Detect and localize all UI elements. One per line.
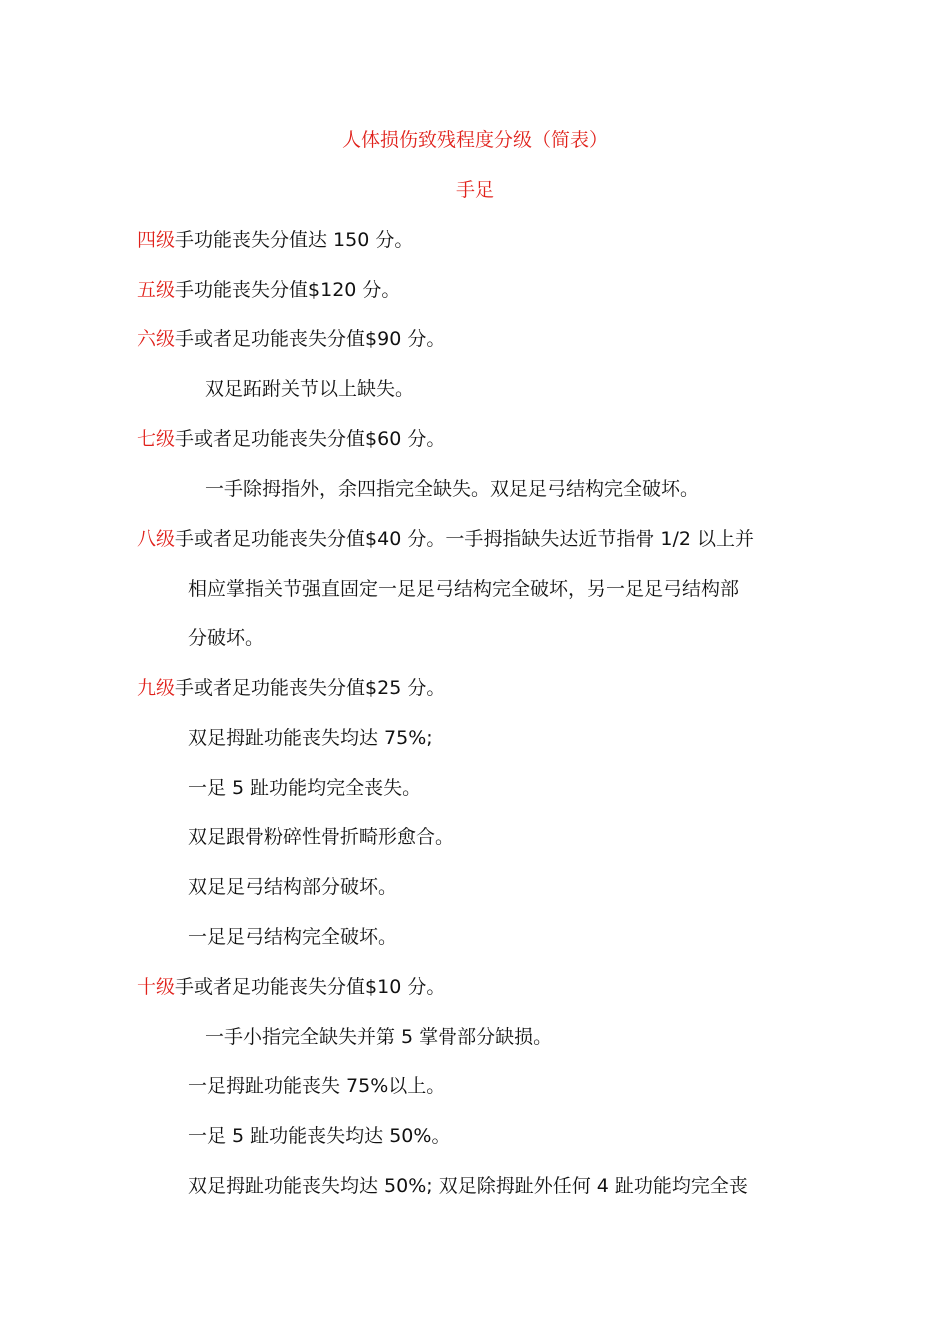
entry-text: 手功能丧失分值$120 分。: [175, 279, 401, 301]
entry-detail: 双足拇趾功能丧失均达 75%;: [188, 727, 433, 749]
entry-grade-5: [137, 277, 400, 303]
grade-label: 四级: [137, 229, 176, 251]
grade-label: 七级: [137, 428, 176, 450]
entry-grade-4: [137, 227, 413, 253]
entry-grade-6: [137, 326, 445, 352]
entry-detail: 一手除拇指外，余四指完全缺失。双足足弓结构完全破坏。: [205, 478, 700, 500]
entry-detail: 双足跟骨粉碎性骨折畸形愈合。: [188, 826, 455, 848]
grade-label: 九级: [137, 677, 176, 699]
entry-detail: 双足拇趾功能丧失均达 50%; 双足除拇趾外任何 4 趾功能均完全丧: [188, 1175, 748, 1197]
entry-detail: 双足跖跗关节以上缺失。: [205, 378, 415, 400]
entry-grade-9: [137, 675, 445, 701]
grade-label: 六级: [137, 328, 176, 350]
entry-detail: 一足 5 趾功能均完全丧失。: [188, 777, 422, 799]
entry-detail: 一足 5 趾功能丧失均达 50%。: [188, 1125, 451, 1147]
document-title: 人体损伤致残程度分级（简表）: [341, 129, 608, 151]
grade-label: 八级: [137, 528, 176, 550]
entry-text: 手或者足功能丧失分值$60 分。: [175, 428, 446, 450]
entry-detail: 一足拇趾功能丧失 75%以上。: [188, 1075, 446, 1097]
entry-text: 手或者足功能丧失分值$10 分。: [175, 976, 446, 998]
section-heading: 手足: [455, 179, 494, 201]
entry-detail: 一足足弓结构完全破坏。: [188, 926, 398, 948]
entry-text: 手或者足功能丧失分值$25 分。: [175, 677, 446, 699]
grade-label: 十级: [137, 976, 176, 998]
entry-detail: 双足足弓结构部分破坏。: [188, 876, 398, 898]
entry-text: 手功能丧失分值达 150 分。: [175, 229, 414, 251]
entry-detail: 一手小指完全缺失并第 5 掌骨部分缺损。: [205, 1026, 553, 1048]
entry-text: 手或者足功能丧失分值$40 分。一手拇指缺失达近节指骨 1/2 以上并: [175, 528, 754, 550]
entry-text: 手或者足功能丧失分值$90 分。: [175, 328, 446, 350]
grade-label: 五级: [137, 279, 176, 301]
entry-grade-10: [137, 974, 445, 1000]
entry-detail: 分破坏。: [188, 627, 265, 649]
entry-detail: 相应掌指关节强直固定一足足弓结构完全破坏，另一足足弓结构部: [188, 578, 740, 600]
entry-grade-8: [137, 526, 754, 552]
entry-grade-7: [137, 426, 445, 452]
